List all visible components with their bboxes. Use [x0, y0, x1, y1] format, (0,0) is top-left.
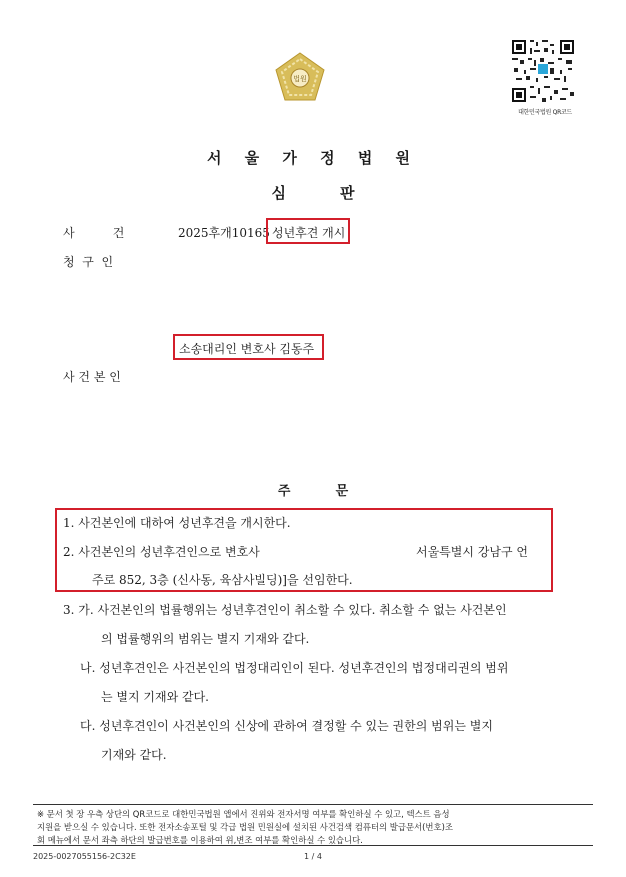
- notice-line-1: ※ 문서 첫 장 우측 상단의 QR코드로 대한민국법원 앱에서 진위와 전자서명 여부를 확인하실 수 있고, 텍스트 음성: [37, 809, 450, 819]
- order-item-3c-line-1: 다. 성년후견인이 사건본인의 신상에 관하여 결정할 수 있는 권한의 범위는 별지: [80, 719, 493, 733]
- notice-line-3: 회 메뉴에서 문서 좌측 하단의 발급번호를 이용하여 위,변조 여부를 확인하실 수 있습니다.: [37, 835, 363, 845]
- issue-number: 2025-0027055156-2C32E: [33, 852, 136, 861]
- petitioner-label: 청 구 인: [63, 255, 114, 269]
- seal-text: 법원: [293, 75, 307, 83]
- order-item-2-line-1: 2. 사건본인의 성년후견인으로 변호사: [63, 545, 260, 559]
- notice-line-2: 지원을 받으실 수 있습니다. 또한 전자소송포털 및 각급 법원 민원실에 설치된 사건검색 컴퓨터의 발급문서(번호)조: [37, 822, 453, 832]
- case-label: 사 건: [63, 226, 125, 240]
- court-name: 서 울 가 정 법 원: [206, 149, 420, 167]
- case-name: 성년후견 개시: [272, 226, 346, 240]
- order-item-3b-line-1: 나. 성년후견인은 사건본인의 법정대리인이 된다. 성년후견인의 법정대리권의 범위: [80, 661, 509, 675]
- document-title-char-1: 심: [271, 184, 286, 202]
- order-item-3a-line-1: 3. 가. 사건본인의 법률행위는 성년후견인이 취소할 수 있다. 취소할 수 없는 사건본인: [63, 603, 507, 617]
- qr-code-icon[interactable]: [510, 38, 576, 104]
- document-title-char-2: 판: [340, 184, 355, 202]
- order-title: 주 문: [277, 484, 349, 499]
- order-item-3a-line-2: 의 법률행위의 범위는 별지 기재와 같다.: [101, 632, 310, 646]
- legal-agent: 소송대리인 변호사 김동주: [179, 342, 315, 356]
- order-item-3c-line-2: 기재와 같다.: [101, 748, 167, 762]
- order-item-2-line-2: 주로 852, 3층 (신사동, 육삼사빌딩)]을 선임한다.: [92, 573, 353, 587]
- case-number: 2025후개10165: [178, 226, 270, 240]
- document-title: [0, 182, 626, 203]
- court-seal-icon: [272, 50, 328, 106]
- order-item-1: 1. 사건본인에 대하여 성년후견을 개시한다.: [63, 516, 291, 530]
- qr-caption: 대한민국법원 QR코드: [518, 109, 572, 116]
- verification-notice: [33, 804, 593, 846]
- order-item-3b-line-2: 는 별지 기재와 같다.: [101, 690, 209, 704]
- order-item-2-address: 서울특별시 강남구 언: [416, 545, 528, 559]
- subject-label: 사 건 본 인: [63, 370, 121, 384]
- page-indicator: 1 / 4: [304, 852, 322, 861]
